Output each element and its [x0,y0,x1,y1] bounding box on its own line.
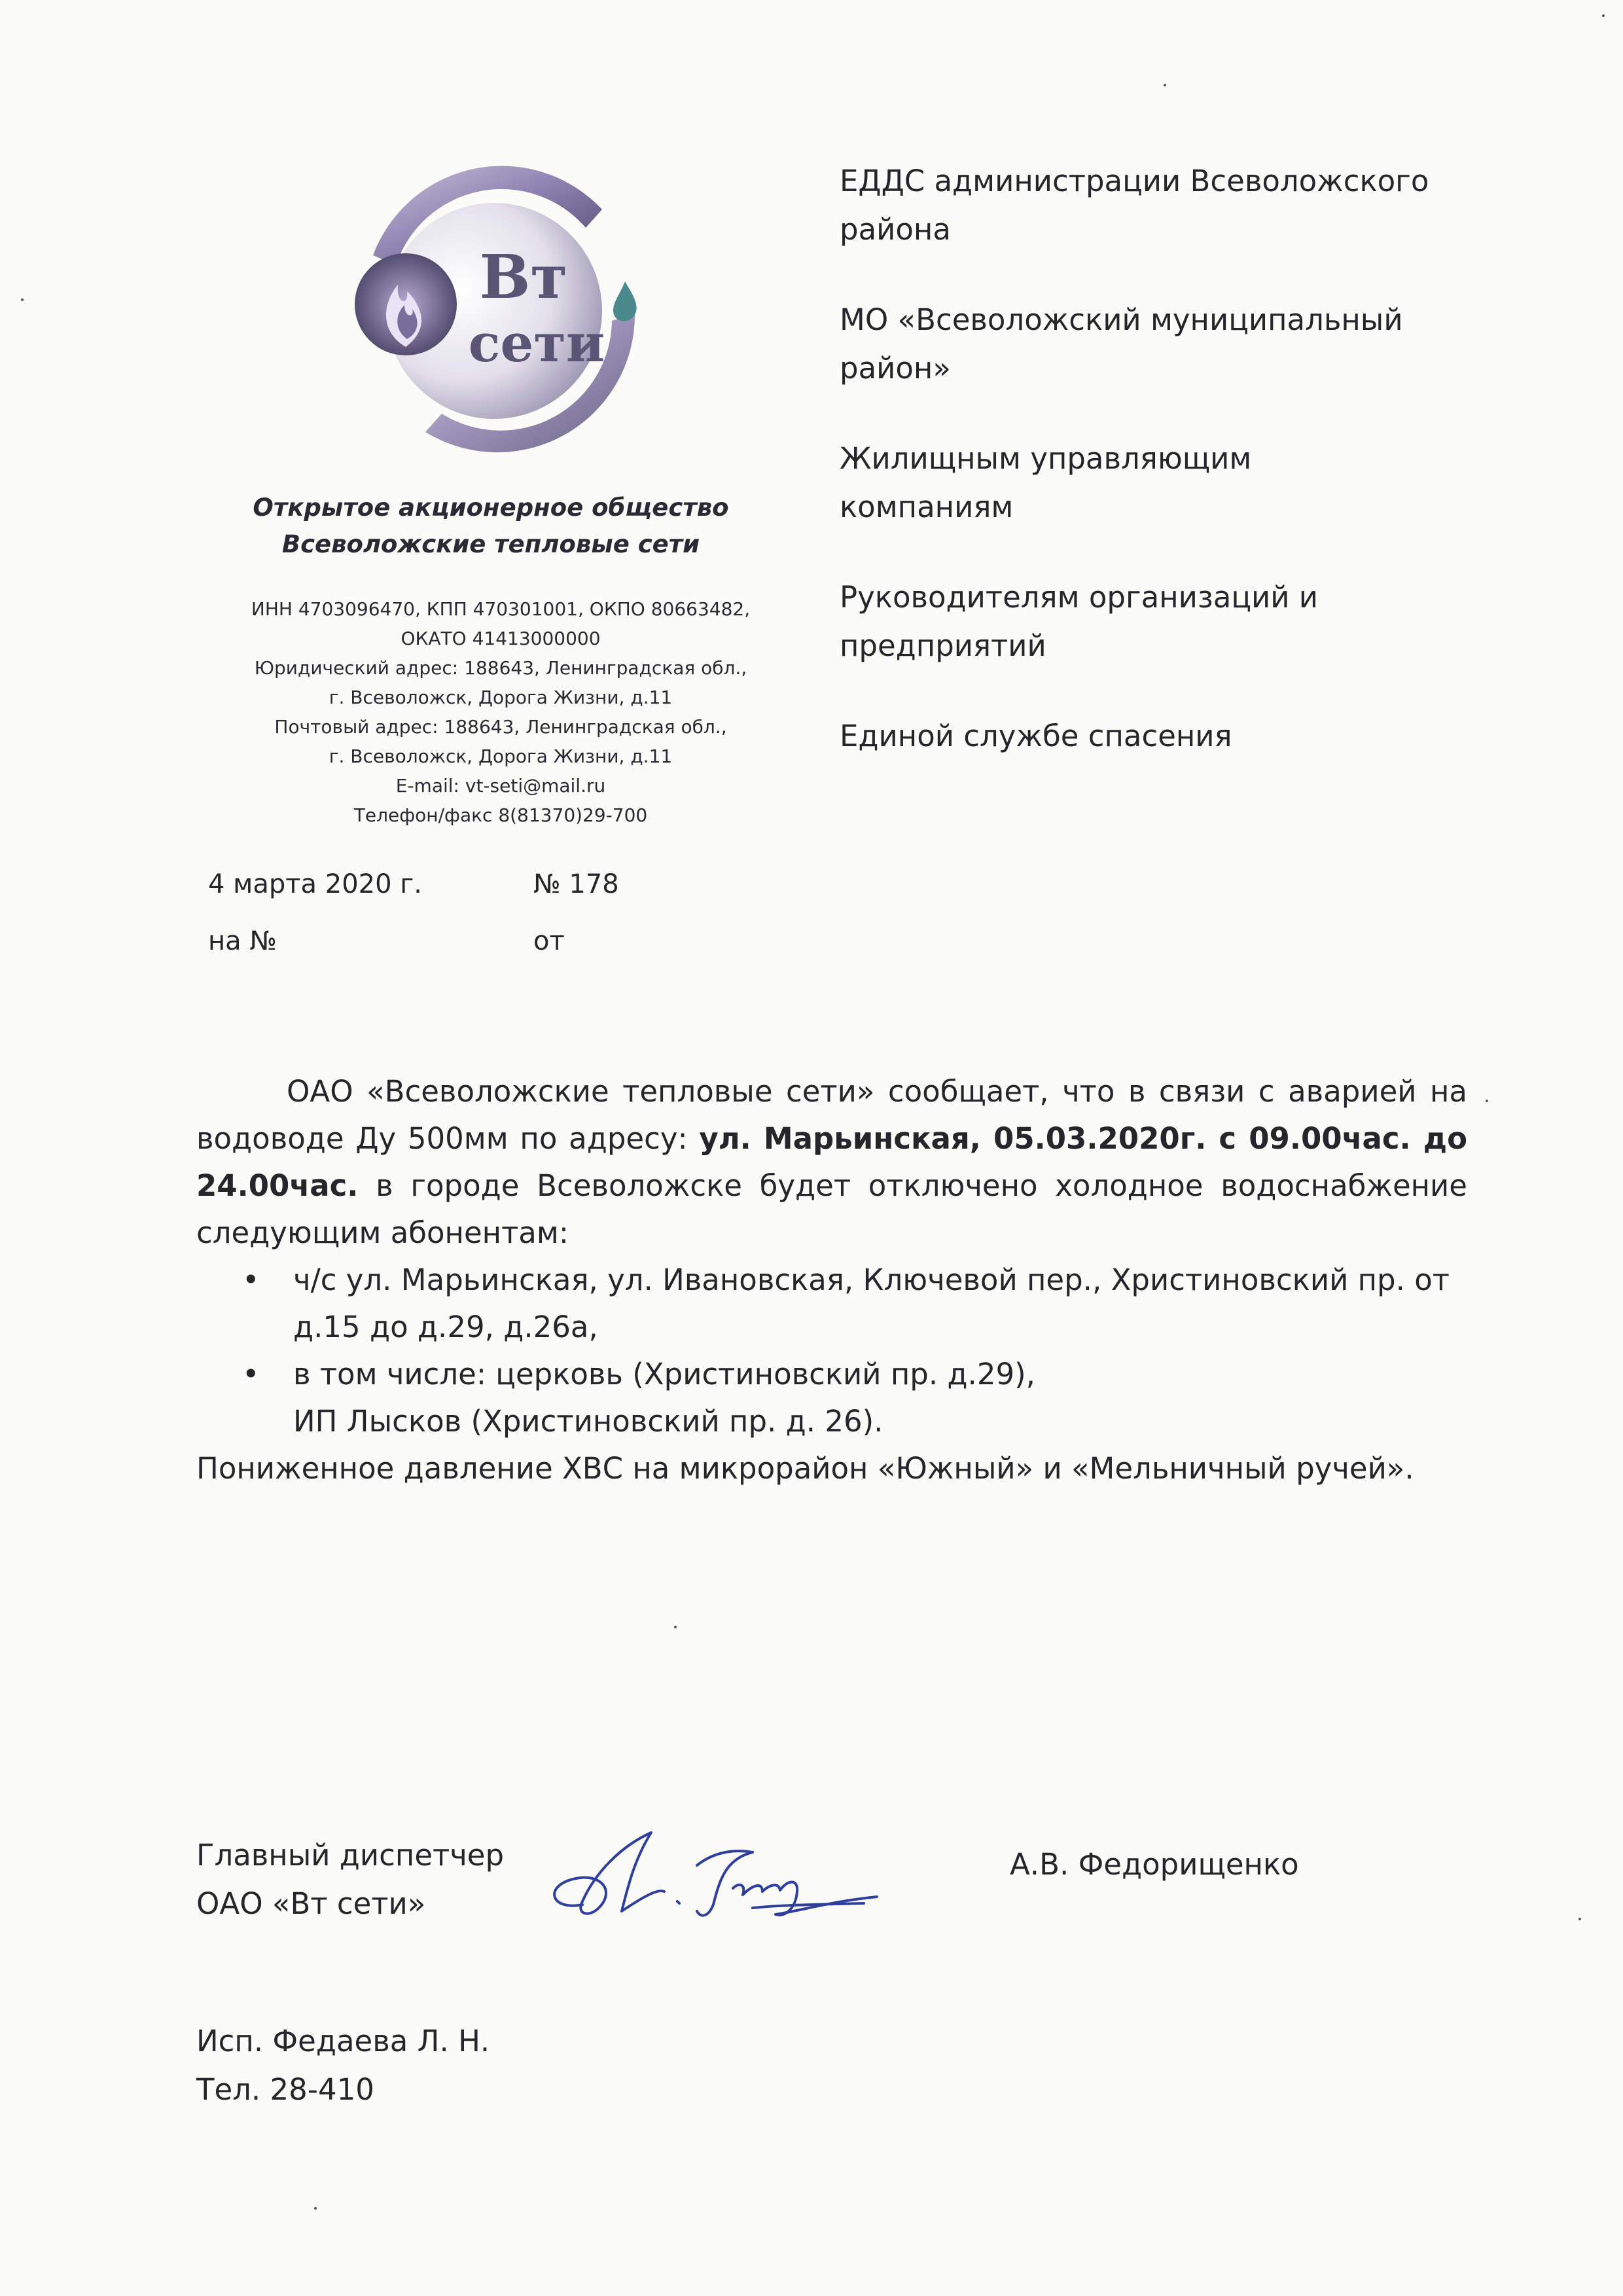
letter-body [196,1068,1467,1492]
details-line: ОКАТО 41413000000 [401,628,601,649]
addressee-line: района [840,212,951,247]
reference-number-label: на № [208,926,277,956]
list-item-text: ч/с ул. Марьинская, ул. Ивановская, Ключевой пер., Христиновский пр. от д.15 до д.29, д.26а, [293,1263,1450,1344]
executor-name: Исп. Федаева Л. Н. [196,2024,490,2058]
executor-block [196,2017,490,2114]
signer-role-line: ОАО «Вт сети» [196,1886,426,1921]
addressee-line: Единой службе спасения [840,719,1232,753]
addressee-line: Жилищным управляющим [840,441,1252,476]
details-line: г. Всеволожск, Дорога Жизни, д.11 [329,687,673,708]
executor-phone: Тел. 28-410 [196,2072,374,2107]
body-text: ОАО «Всеволожские тепловые сети» сообщает, что в связи с аварией на водоводе Ду 500мм по адресу: [196,1074,1467,1156]
svg-text:Вт: Вт [479,242,568,312]
scan-speck [1164,84,1166,86]
addressee-item [840,157,1527,254]
scan-speck [674,1626,677,1628]
signer-role-line: Главный диспетчер [196,1838,505,1873]
company-name-line2: Всеволожские тепловые сети [281,530,700,558]
signer-role [196,1831,504,1928]
signer-name: А.В. Федорищенко [1010,1847,1299,1882]
letter-date: 4 марта 2020 г. [208,869,423,899]
body-bold-text: ул. Марьинская, 05.03.2020г. с 09.00час. до 24.00час. [196,1121,1467,1203]
scan-speck [314,2207,317,2210]
handwritten-signature-icon [537,1820,929,1950]
list-item-text: ИП Лысков (Христиновский пр. д. 26). [293,1404,883,1439]
svg-text:сети: сети [468,312,605,374]
list-item [196,1351,1467,1445]
addressee-item [840,435,1527,531]
body-text: в городе Всеволожске будет отключено холодное водоснабжение следующим абонентам: [196,1168,1467,1250]
scan-speck [21,298,24,301]
details-phone: Телефон/факс 8(81370)29-700 [353,804,648,826]
details-line: Почтовый адрес: 188643, Ленинградская обл., [274,716,727,738]
body-paragraph: Пониженное давление ХВС на микрорайон «Южный» и «Мельничный ручей». [196,1451,1414,1486]
subscriber-list [196,1257,1467,1445]
company-name-line1: Открытое акционерное общество [253,493,729,522]
details-email: E-mail: vt-seti@mail.ru [395,775,606,797]
scan-speck [1486,1100,1488,1102]
letter-number: № 178 [533,869,619,899]
addressee-block [840,157,1527,802]
company-logo-icon [327,157,668,458]
addressee-line: предприятий [840,628,1046,663]
list-item [196,1257,1467,1351]
addressee-item [840,712,1527,761]
company-details [196,594,805,830]
reference-date-label: от [533,926,565,956]
addressee-line: Руководителям организаций и [840,580,1319,615]
scan-speck [1602,14,1605,17]
addressee-line: МО «Всеволожский муниципальный [840,302,1403,337]
addressee-line: ЕДДС администрации Всеволожского [840,164,1429,198]
details-line: ИНН 4703096470, КПП 470301001, ОКПО 80663482, [251,598,751,620]
company-name [196,490,785,563]
details-line: г. Всеволожск, Дорога Жизни, д.11 [329,745,673,767]
body-paragraph [196,1068,1467,1257]
addressee-item [840,296,1527,393]
list-item-text: в том числе: церковь (Христиновский пр. д.29), [293,1357,1035,1391]
addressee-item [840,573,1527,670]
addressee-line: компаниям [840,490,1014,524]
details-line: Юридический адрес: 188643, Ленинградская обл., [254,657,747,679]
scan-speck [1578,1918,1581,1920]
addressee-line: район» [840,351,951,386]
